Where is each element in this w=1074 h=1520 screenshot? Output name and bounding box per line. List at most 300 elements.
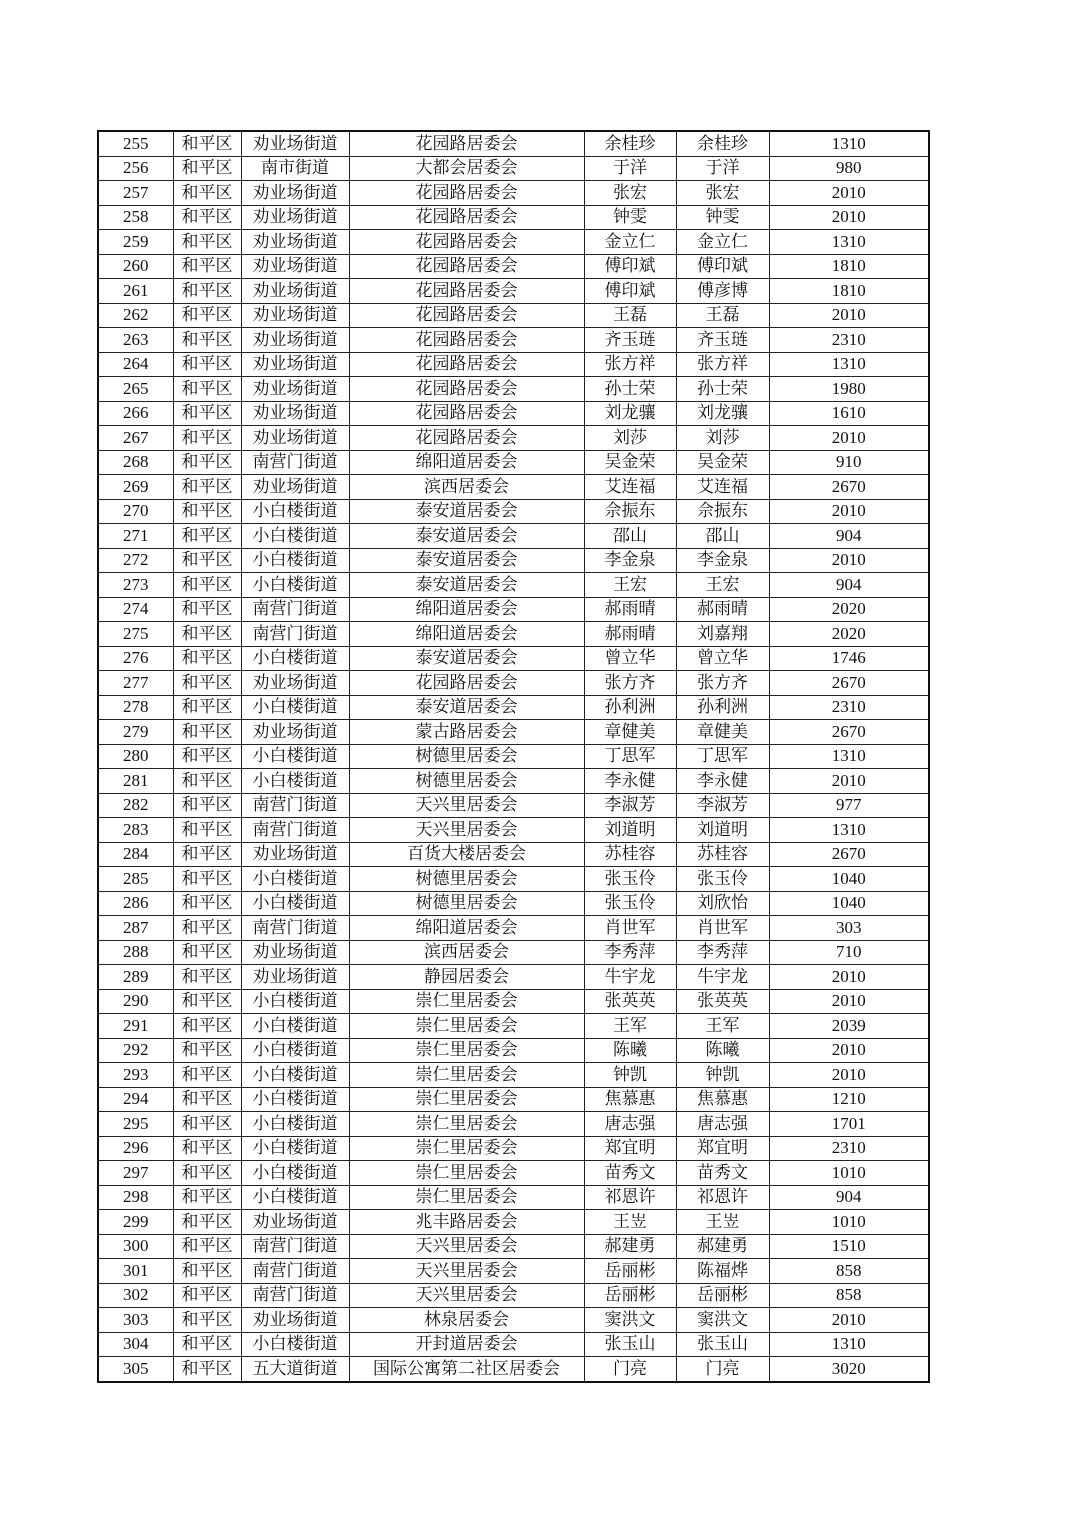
- district-cell: 和平区: [173, 842, 241, 867]
- applicant-name-cell: 郝雨晴: [584, 597, 676, 622]
- row-number-cell: 273: [98, 573, 173, 598]
- recipient-name-cell: 金立仁: [676, 230, 769, 255]
- street-cell: 小白楼街道: [241, 1014, 349, 1039]
- amount-cell: 2670: [769, 671, 929, 696]
- amount-cell: 1040: [769, 867, 929, 892]
- row-number-cell: 297: [98, 1161, 173, 1186]
- row-number-cell: 257: [98, 181, 173, 206]
- committee-cell: 崇仁里居委会: [349, 1161, 584, 1186]
- district-cell: 和平区: [173, 1332, 241, 1357]
- table-row: [98, 891, 929, 916]
- district-cell: 和平区: [173, 156, 241, 181]
- amount-cell: 858: [769, 1283, 929, 1308]
- district-cell: 和平区: [173, 475, 241, 500]
- district-cell: 和平区: [173, 744, 241, 769]
- amount-cell: 2010: [769, 499, 929, 524]
- table-row: [98, 1259, 929, 1284]
- district-cell: 和平区: [173, 181, 241, 206]
- street-cell: 劝业场街道: [241, 720, 349, 745]
- recipient-name-cell: 钟凯: [676, 1063, 769, 1088]
- amount-cell: 1310: [769, 131, 929, 156]
- table-row: [98, 475, 929, 500]
- row-number-cell: 286: [98, 891, 173, 916]
- applicant-name-cell: 郑宜明: [584, 1136, 676, 1161]
- row-number-cell: 294: [98, 1087, 173, 1112]
- committee-cell: 崇仁里居委会: [349, 1136, 584, 1161]
- street-cell: 劝业场街道: [241, 475, 349, 500]
- recipient-name-cell: 祁恩许: [676, 1185, 769, 1210]
- recipient-name-cell: 刘欣怡: [676, 891, 769, 916]
- amount-cell: 1810: [769, 279, 929, 304]
- district-cell: 和平区: [173, 205, 241, 230]
- table-row: [98, 573, 929, 598]
- committee-cell: 泰安道居委会: [349, 524, 584, 549]
- street-cell: 南营门街道: [241, 1283, 349, 1308]
- amount-cell: 977: [769, 793, 929, 818]
- amount-cell: 2010: [769, 426, 929, 451]
- recipient-name-cell: 艾连福: [676, 475, 769, 500]
- table-row: [98, 1161, 929, 1186]
- district-cell: 和平区: [173, 671, 241, 696]
- committee-cell: 花园路居委会: [349, 401, 584, 426]
- street-cell: 南营门街道: [241, 1234, 349, 1259]
- committee-cell: 林泉居委会: [349, 1308, 584, 1333]
- street-cell: 小白楼街道: [241, 1087, 349, 1112]
- amount-cell: 1310: [769, 744, 929, 769]
- recipient-name-cell: 佘振东: [676, 499, 769, 524]
- district-cell: 和平区: [173, 1259, 241, 1284]
- street-cell: 南营门街道: [241, 916, 349, 941]
- committee-cell: 树德里居委会: [349, 891, 584, 916]
- street-cell: 小白楼街道: [241, 1185, 349, 1210]
- district-cell: 和平区: [173, 1357, 241, 1382]
- row-number-cell: 263: [98, 328, 173, 353]
- street-cell: 南营门街道: [241, 818, 349, 843]
- amount-cell: 2670: [769, 475, 929, 500]
- district-cell: 和平区: [173, 303, 241, 328]
- district-cell: 和平区: [173, 793, 241, 818]
- row-number-cell: 262: [98, 303, 173, 328]
- amount-cell: 2039: [769, 1014, 929, 1039]
- row-number-cell: 283: [98, 818, 173, 843]
- applicant-name-cell: 张玉伶: [584, 891, 676, 916]
- applicant-name-cell: 张方齐: [584, 671, 676, 696]
- table-row: [98, 989, 929, 1014]
- street-cell: 劝业场街道: [241, 965, 349, 990]
- amount-cell: 2010: [769, 1063, 929, 1088]
- street-cell: 小白楼街道: [241, 548, 349, 573]
- table-row: [98, 622, 929, 647]
- district-cell: 和平区: [173, 450, 241, 475]
- street-cell: 劝业场街道: [241, 1210, 349, 1235]
- recipient-name-cell: 王军: [676, 1014, 769, 1039]
- row-number-cell: 258: [98, 205, 173, 230]
- row-number-cell: 264: [98, 352, 173, 377]
- committee-cell: 花园路居委会: [349, 230, 584, 255]
- recipient-name-cell: 窦洪文: [676, 1308, 769, 1333]
- row-number-cell: 291: [98, 1014, 173, 1039]
- district-cell: 和平区: [173, 597, 241, 622]
- row-number-cell: 260: [98, 254, 173, 279]
- committee-cell: 树德里居委会: [349, 769, 584, 794]
- district-cell: 和平区: [173, 940, 241, 965]
- district-cell: 和平区: [173, 646, 241, 671]
- row-number-cell: 261: [98, 279, 173, 304]
- district-cell: 和平区: [173, 352, 241, 377]
- committee-cell: 花园路居委会: [349, 303, 584, 328]
- amount-cell: 2020: [769, 597, 929, 622]
- street-cell: 小白楼街道: [241, 1038, 349, 1063]
- recipient-name-cell: 刘莎: [676, 426, 769, 451]
- committee-cell: 花园路居委会: [349, 279, 584, 304]
- committee-cell: 崇仁里居委会: [349, 1014, 584, 1039]
- row-number-cell: 281: [98, 769, 173, 794]
- applicant-name-cell: 刘道明: [584, 818, 676, 843]
- committee-cell: 大都会居委会: [349, 156, 584, 181]
- row-number-cell: 292: [98, 1038, 173, 1063]
- row-number-cell: 296: [98, 1136, 173, 1161]
- district-cell: 和平区: [173, 1210, 241, 1235]
- district-cell: 和平区: [173, 1136, 241, 1161]
- table-row: [98, 131, 929, 156]
- recipient-name-cell: 钟雯: [676, 205, 769, 230]
- amount-cell: 1980: [769, 377, 929, 402]
- recipient-name-cell: 傅彦博: [676, 279, 769, 304]
- amount-cell: 904: [769, 524, 929, 549]
- recipient-name-cell: 傅印斌: [676, 254, 769, 279]
- recipient-name-cell: 张宏: [676, 181, 769, 206]
- recipient-name-cell: 岳丽彬: [676, 1283, 769, 1308]
- district-cell: 和平区: [173, 1014, 241, 1039]
- applicant-name-cell: 郝雨晴: [584, 622, 676, 647]
- street-cell: 小白楼街道: [241, 1332, 349, 1357]
- committee-cell: 崇仁里居委会: [349, 1185, 584, 1210]
- applicant-name-cell: 王军: [584, 1014, 676, 1039]
- amount-cell: 2010: [769, 548, 929, 573]
- district-cell: 和平区: [173, 1308, 241, 1333]
- applicant-name-cell: 张英英: [584, 989, 676, 1014]
- table-row: [98, 1185, 929, 1210]
- amount-cell: 3020: [769, 1357, 929, 1382]
- table-row: [98, 720, 929, 745]
- recipient-name-cell: 李秀萍: [676, 940, 769, 965]
- district-cell: 和平区: [173, 622, 241, 647]
- amount-cell: 2010: [769, 181, 929, 206]
- recipient-name-cell: 王岦: [676, 1210, 769, 1235]
- recipient-name-cell: 余桂珍: [676, 131, 769, 156]
- table-row: [98, 205, 929, 230]
- table-row: [98, 1112, 929, 1137]
- committee-cell: 树德里居委会: [349, 744, 584, 769]
- street-cell: 劝业场街道: [241, 671, 349, 696]
- recipient-name-cell: 王宏: [676, 573, 769, 598]
- street-cell: 小白楼街道: [241, 744, 349, 769]
- applicant-name-cell: 窦洪文: [584, 1308, 676, 1333]
- row-number-cell: 287: [98, 916, 173, 941]
- recipient-name-cell: 牛宇龙: [676, 965, 769, 990]
- table-row: [98, 1332, 929, 1357]
- applicant-name-cell: 刘龙骧: [584, 401, 676, 426]
- row-number-cell: 266: [98, 401, 173, 426]
- table-row: [98, 1063, 929, 1088]
- district-cell: 和平区: [173, 695, 241, 720]
- row-number-cell: 295: [98, 1112, 173, 1137]
- street-cell: 小白楼街道: [241, 1063, 349, 1088]
- table-row: [98, 328, 929, 353]
- row-number-cell: 290: [98, 989, 173, 1014]
- street-cell: 南营门街道: [241, 450, 349, 475]
- street-cell: 五大道街道: [241, 1357, 349, 1382]
- committee-cell: 泰安道居委会: [349, 548, 584, 573]
- applicant-name-cell: 曾立华: [584, 646, 676, 671]
- amount-cell: 710: [769, 940, 929, 965]
- table-row: [98, 916, 929, 941]
- street-cell: 小白楼街道: [241, 524, 349, 549]
- street-cell: 劝业场街道: [241, 328, 349, 353]
- recipient-name-cell: 丁思军: [676, 744, 769, 769]
- amount-cell: 1010: [769, 1161, 929, 1186]
- committee-cell: 泰安道居委会: [349, 646, 584, 671]
- committee-cell: 静园居委会: [349, 965, 584, 990]
- applicant-name-cell: 孙士荣: [584, 377, 676, 402]
- amount-cell: 1310: [769, 1332, 929, 1357]
- district-cell: 和平区: [173, 426, 241, 451]
- committee-cell: 花园路居委会: [349, 205, 584, 230]
- committee-cell: 崇仁里居委会: [349, 1038, 584, 1063]
- committee-cell: 兆丰路居委会: [349, 1210, 584, 1235]
- row-number-cell: 275: [98, 622, 173, 647]
- recipient-name-cell: 张玉山: [676, 1332, 769, 1357]
- row-number-cell: 259: [98, 230, 173, 255]
- recipient-name-cell: 吴金荣: [676, 450, 769, 475]
- district-cell: 和平区: [173, 573, 241, 598]
- recipient-name-cell: 郑宜明: [676, 1136, 769, 1161]
- table-row: [98, 401, 929, 426]
- table-body: [98, 131, 929, 1382]
- street-cell: 南营门街道: [241, 597, 349, 622]
- committee-cell: 滨西居委会: [349, 940, 584, 965]
- recipient-name-cell: 刘龙骧: [676, 401, 769, 426]
- row-number-cell: 279: [98, 720, 173, 745]
- committee-cell: 泰安道居委会: [349, 499, 584, 524]
- applicant-name-cell: 邵山: [584, 524, 676, 549]
- amount-cell: 1810: [769, 254, 929, 279]
- recipient-name-cell: 孙士荣: [676, 377, 769, 402]
- district-cell: 和平区: [173, 891, 241, 916]
- row-number-cell: 282: [98, 793, 173, 818]
- street-cell: 小白楼街道: [241, 1161, 349, 1186]
- table-row: [98, 181, 929, 206]
- row-number-cell: 285: [98, 867, 173, 892]
- amount-cell: 1310: [769, 352, 929, 377]
- amount-cell: 2670: [769, 842, 929, 867]
- recipient-name-cell: 肖世军: [676, 916, 769, 941]
- district-cell: 和平区: [173, 1063, 241, 1088]
- table-row: [98, 867, 929, 892]
- recipient-name-cell: 刘道明: [676, 818, 769, 843]
- applicant-name-cell: 钟雯: [584, 205, 676, 230]
- row-number-cell: 298: [98, 1185, 173, 1210]
- table-row: [98, 671, 929, 696]
- committee-cell: 花园路居委会: [349, 377, 584, 402]
- amount-cell: 2010: [769, 965, 929, 990]
- table-row: [98, 842, 929, 867]
- street-cell: 劝业场街道: [241, 377, 349, 402]
- applicant-name-cell: 焦慕惠: [584, 1087, 676, 1112]
- applicant-name-cell: 门亮: [584, 1357, 676, 1382]
- district-cell: 和平区: [173, 131, 241, 156]
- table-row: [98, 744, 929, 769]
- table-row: [98, 1210, 929, 1235]
- amount-cell: 2310: [769, 695, 929, 720]
- street-cell: 小白楼街道: [241, 769, 349, 794]
- committee-cell: 泰安道居委会: [349, 695, 584, 720]
- district-cell: 和平区: [173, 1087, 241, 1112]
- applicant-name-cell: 郝建勇: [584, 1234, 676, 1259]
- recipient-name-cell: 邵山: [676, 524, 769, 549]
- amount-cell: 2310: [769, 1136, 929, 1161]
- table-row: [98, 1283, 929, 1308]
- amount-cell: 1040: [769, 891, 929, 916]
- district-cell: 和平区: [173, 1185, 241, 1210]
- committee-cell: 花园路居委会: [349, 131, 584, 156]
- amount-cell: 904: [769, 1185, 929, 1210]
- row-number-cell: 299: [98, 1210, 173, 1235]
- street-cell: 小白楼街道: [241, 573, 349, 598]
- recipient-name-cell: 张玉伶: [676, 867, 769, 892]
- recipient-name-cell: 苗秀文: [676, 1161, 769, 1186]
- row-number-cell: 284: [98, 842, 173, 867]
- street-cell: 南市街道: [241, 156, 349, 181]
- row-number-cell: 270: [98, 499, 173, 524]
- amount-cell: 1701: [769, 1112, 929, 1137]
- district-cell: 和平区: [173, 328, 241, 353]
- district-cell: 和平区: [173, 279, 241, 304]
- applicant-name-cell: 齐玉琏: [584, 328, 676, 353]
- district-cell: 和平区: [173, 769, 241, 794]
- street-cell: 劝业场街道: [241, 131, 349, 156]
- applicant-name-cell: 王磊: [584, 303, 676, 328]
- district-cell: 和平区: [173, 401, 241, 426]
- committee-cell: 天兴里居委会: [349, 1259, 584, 1284]
- applicant-name-cell: 张玉伶: [584, 867, 676, 892]
- applicant-name-cell: 金立仁: [584, 230, 676, 255]
- street-cell: 劝业场街道: [241, 426, 349, 451]
- row-number-cell: 303: [98, 1308, 173, 1333]
- row-number-cell: 268: [98, 450, 173, 475]
- recipient-name-cell: 郝建勇: [676, 1234, 769, 1259]
- street-cell: 小白楼街道: [241, 695, 349, 720]
- recipient-name-cell: 门亮: [676, 1357, 769, 1382]
- table-row: [98, 1014, 929, 1039]
- table-row: [98, 793, 929, 818]
- row-number-cell: 276: [98, 646, 173, 671]
- committee-cell: 花园路居委会: [349, 426, 584, 451]
- row-number-cell: 300: [98, 1234, 173, 1259]
- table-row: [98, 377, 929, 402]
- street-cell: 小白楼街道: [241, 1112, 349, 1137]
- committee-cell: 天兴里居委会: [349, 1234, 584, 1259]
- applicant-name-cell: 余桂珍: [584, 131, 676, 156]
- committee-cell: 开封道居委会: [349, 1332, 584, 1357]
- street-cell: 劝业场街道: [241, 181, 349, 206]
- row-number-cell: 293: [98, 1063, 173, 1088]
- table-row: [98, 1308, 929, 1333]
- recipient-name-cell: 王磊: [676, 303, 769, 328]
- street-cell: 小白楼街道: [241, 1136, 349, 1161]
- amount-cell: 2670: [769, 720, 929, 745]
- committee-cell: 绵阳道居委会: [349, 916, 584, 941]
- applicant-name-cell: 王岦: [584, 1210, 676, 1235]
- amount-cell: 1746: [769, 646, 929, 671]
- amount-cell: 1310: [769, 230, 929, 255]
- applicant-name-cell: 唐志强: [584, 1112, 676, 1137]
- applicant-name-cell: 岳丽彬: [584, 1283, 676, 1308]
- table-row: [98, 230, 929, 255]
- district-cell: 和平区: [173, 818, 241, 843]
- district-cell: 和平区: [173, 254, 241, 279]
- applicant-name-cell: 艾连福: [584, 475, 676, 500]
- table-row: [98, 303, 929, 328]
- street-cell: 劝业场街道: [241, 279, 349, 304]
- district-cell: 和平区: [173, 720, 241, 745]
- applicant-name-cell: 章健美: [584, 720, 676, 745]
- amount-cell: 2010: [769, 205, 929, 230]
- amount-cell: 904: [769, 573, 929, 598]
- applicant-name-cell: 苗秀文: [584, 1161, 676, 1186]
- row-number-cell: 265: [98, 377, 173, 402]
- row-number-cell: 271: [98, 524, 173, 549]
- recipient-name-cell: 郝雨晴: [676, 597, 769, 622]
- amount-cell: 2020: [769, 622, 929, 647]
- committee-cell: 花园路居委会: [349, 254, 584, 279]
- data-table: [97, 130, 930, 1383]
- district-cell: 和平区: [173, 1234, 241, 1259]
- amount-cell: 1010: [769, 1210, 929, 1235]
- committee-cell: 绵阳道居委会: [349, 622, 584, 647]
- applicant-name-cell: 张方祥: [584, 352, 676, 377]
- amount-cell: 858: [769, 1259, 929, 1284]
- committee-cell: 天兴里居委会: [349, 1283, 584, 1308]
- table-row: [98, 1136, 929, 1161]
- row-number-cell: 302: [98, 1283, 173, 1308]
- amount-cell: 980: [769, 156, 929, 181]
- table-row: [98, 156, 929, 181]
- committee-cell: 国际公寓第二社区居委会: [349, 1357, 584, 1382]
- row-number-cell: 267: [98, 426, 173, 451]
- table-row: [98, 695, 929, 720]
- applicant-name-cell: 刘莎: [584, 426, 676, 451]
- applicant-name-cell: 祁恩许: [584, 1185, 676, 1210]
- street-cell: 劝业场街道: [241, 940, 349, 965]
- committee-cell: 花园路居委会: [349, 181, 584, 206]
- row-number-cell: 277: [98, 671, 173, 696]
- recipient-name-cell: 陈福烨: [676, 1259, 769, 1284]
- district-cell: 和平区: [173, 548, 241, 573]
- row-number-cell: 278: [98, 695, 173, 720]
- recipient-name-cell: 焦慕惠: [676, 1087, 769, 1112]
- district-cell: 和平区: [173, 965, 241, 990]
- district-cell: 和平区: [173, 499, 241, 524]
- row-number-cell: 289: [98, 965, 173, 990]
- table-row: [98, 450, 929, 475]
- committee-cell: 天兴里居委会: [349, 793, 584, 818]
- row-number-cell: 304: [98, 1332, 173, 1357]
- amount-cell: 2010: [769, 769, 929, 794]
- row-number-cell: 256: [98, 156, 173, 181]
- district-cell: 和平区: [173, 989, 241, 1014]
- table-row: [98, 646, 929, 671]
